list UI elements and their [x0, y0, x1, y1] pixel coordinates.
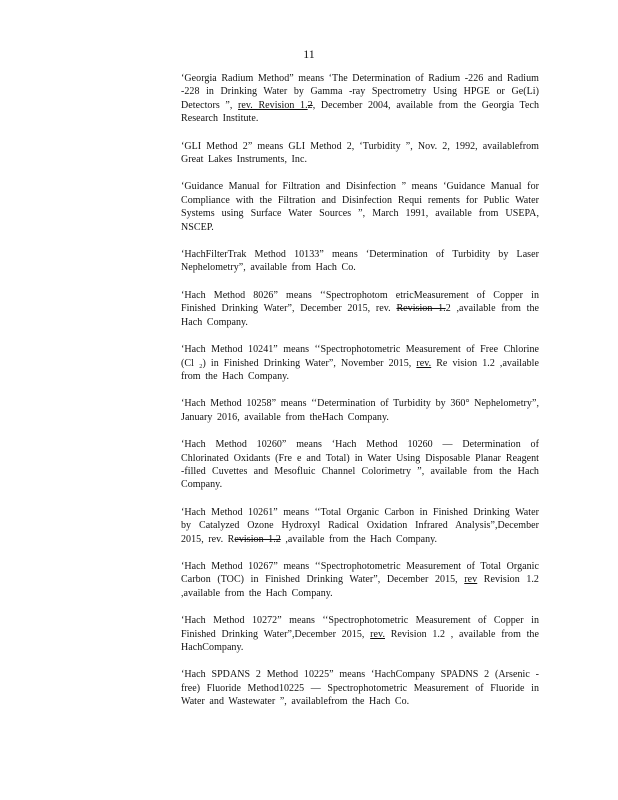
definition-text: ‘Hach Method 10260” means ‘Hach Method 10260 — Determination of Chlorinated Oxidants (Fre e and Total) in Water Using Disposable Planar Reagent -filled Cuvettes and Mesofluic Channel Colorimetry ”, available from the Hach Company.	[181, 439, 539, 491]
definition-paragraph	[181, 397, 539, 424]
definition-text: ‘Hach Method 10272” means ‘‘Spectrophotometric Measurement of Copper in Finished Drinking Water”,December 2015,	[181, 615, 539, 640]
definitions-list	[181, 72, 539, 709]
definition-paragraph	[181, 614, 539, 654]
deleted-text: 2	[307, 99, 313, 111]
definition-paragraph	[181, 438, 539, 492]
definition-text: ‘Hach Method 10267” means ‘‘Spectrophotometric Measurement of Total Organic Carbon (TOC) in Finished Drinking Water”, December 2015,	[181, 560, 539, 586]
definition-text: Revision 1.2 ,available from the Hach Company.	[181, 574, 539, 599]
definition-paragraph	[181, 180, 539, 234]
inserted-text: rev	[464, 574, 478, 586]
page-number: 11	[303, 47, 315, 61]
definition-paragraph	[181, 248, 539, 275]
definition-text: ‘Hach Method 10258” means ‘‘Determination of Turbidity by 360° Nephelometry”, January 2016, available from theHach Company.	[181, 398, 539, 423]
inserted-text: rev.	[416, 357, 432, 369]
deleted-text: Revision 1.	[396, 303, 446, 315]
definition-text: 2 ,available from the Hach Company.	[181, 303, 540, 328]
definition-paragraph	[181, 289, 539, 329]
definition-paragraph	[181, 343, 539, 383]
definition-paragraph	[181, 506, 539, 546]
inserted-text: rev. Revision 1.	[238, 99, 308, 111]
definition-text: , December 2004, available from the Georgia Tech Research Institute.	[181, 99, 539, 125]
definition-text: ,available from the Hach Company.	[280, 533, 438, 545]
definition-paragraph	[181, 560, 539, 600]
definition-paragraph	[181, 668, 539, 708]
definition-text: ‘Georgia Radium Method” means ‘The Determination of Radium -226 and Radium -228 in Drinking Water by Gamma -ray Spectrometry Using HPGE or Ge(Li) Detectors ”,	[181, 73, 539, 111]
definition-text: Revision 1.2 , available from the HachCompany.	[181, 628, 539, 653]
deleted-text: evision 1.2	[234, 533, 281, 545]
definition-text: ‘Guidance Manual for Filtration and Disinfection ” means ‘Guidance Manual for Compliance with the Filtration and Disinfection Requi rements for Public Water Systems using Surface Water Sources ”, March 1991, available from USEPA, NSCEP.	[181, 181, 539, 233]
definition-text: ‘Hach Method 10261” means ‘‘Total Organic Carbon in Finished Drinking Water by Catalyzed Ozone Hydroxyl Radical Oxidation Infrared Analysis”,December 2015, rev. R	[181, 506, 539, 545]
definition-text: ‘Hach Method 8026” means ‘‘Spectrophotom etricMeasurement of Copper in Finished Drinking Water”, December 2015, rev.	[181, 289, 539, 315]
definition-paragraph	[181, 140, 539, 167]
definition-paragraph	[181, 72, 539, 126]
definition-text: Re vision 1.2 ,available from the Hach Company.	[181, 357, 539, 382]
definition-text: ‘GLI Method 2” means GLI Method 2, ‘Turbidity ”, Nov. 2, 1992, availablefrom Great Lakes Instruments, Inc.	[181, 140, 539, 166]
inserted-text: rev.	[370, 628, 385, 640]
definition-text: ‘HachFilterTrak Method 10133” means ‘Determination of Turbidity by Laser Nephelometry”, available from Hach Co.	[181, 249, 539, 274]
definition-text: ‘Hach SPDANS 2 Method 10225” means ‘HachCompany SPADNS 2 (Arsenic -free) Fluoride Method10225 — Spectrophotometric Measurement of Fluoride in Water and Wastewater ”, availablefrom the Hach Co.	[181, 669, 539, 708]
definition-text: ‘Hach Method 10241” means ‘‘Spectrophotometric Measurement of Free Chlorine (Cl ₂) in Finished Drinking Water”, November 2015,	[181, 344, 539, 369]
